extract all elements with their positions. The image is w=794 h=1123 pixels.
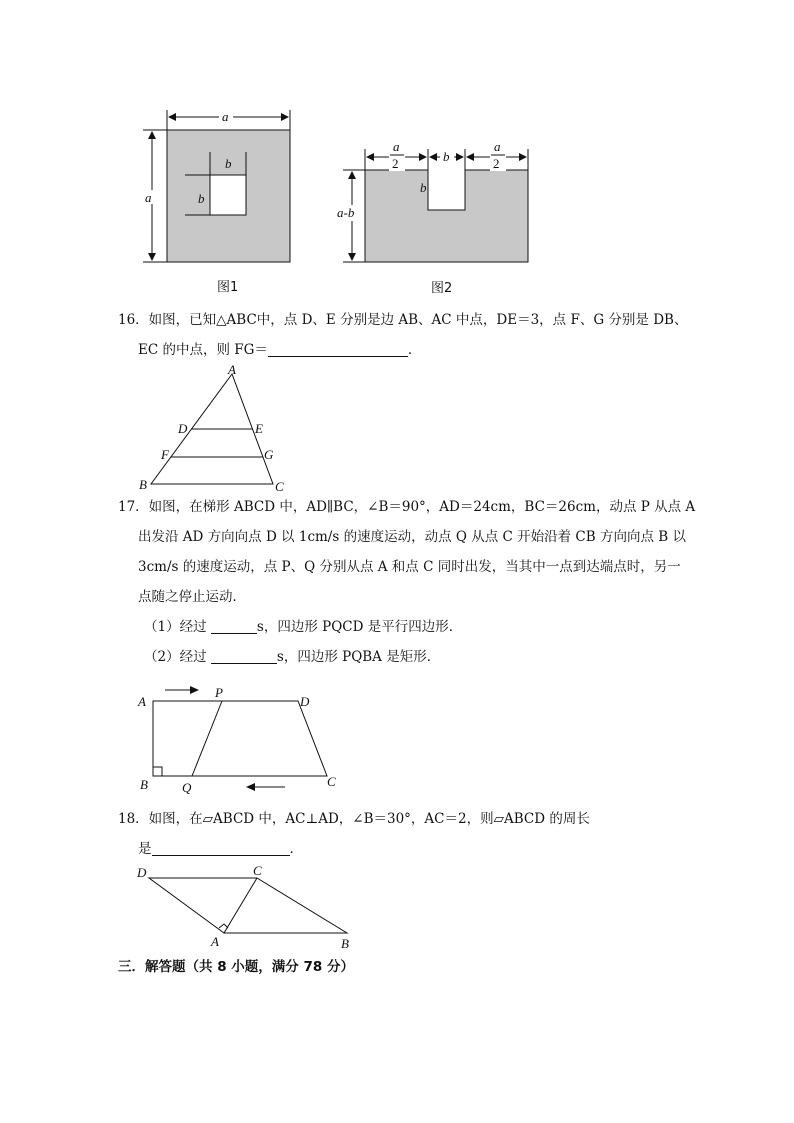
- q17-line-3: 3cm/s 的速度运动，点 P、Q 分别从点 A 和点 C 同时出发，当其中一点到达端点时，另一: [138, 559, 681, 575]
- fig2-half-left-den: 2: [392, 156, 399, 171]
- q17-sub-1: [118, 612, 688, 642]
- q17-sub-2: [118, 642, 688, 672]
- q18-line-2-end: ．: [289, 841, 303, 857]
- q16-answer-blank[interactable]: [268, 340, 408, 357]
- fig2-label-left: a-b: [337, 205, 355, 220]
- q17-sub-2-blank[interactable]: [211, 647, 277, 664]
- para-label-c: C: [253, 863, 262, 878]
- parallelogram-figure: [135, 862, 360, 958]
- fig2-half-right-num: a: [494, 139, 501, 154]
- q17-line-4: 点随之停止运动．: [138, 589, 246, 605]
- q18-line-2-text: 是: [138, 841, 152, 857]
- figure-2: [335, 135, 535, 296]
- trap-label-d: D: [300, 694, 310, 709]
- q18-line-2: [118, 834, 688, 864]
- q17-line-2: 出发沿 AD 方向向点 D 以 1cm/s 的速度运动，动点 Q 从点 C 开始沿着 CB 方向向点 B 以: [138, 529, 686, 545]
- fig2-label-notch: b: [420, 180, 427, 195]
- figure-1: [135, 100, 300, 295]
- trap-label-p: P: [215, 685, 223, 700]
- trapezoid-figure: [135, 680, 345, 799]
- trap-label-q: Q: [182, 780, 192, 795]
- tri-label-c: C: [275, 479, 284, 494]
- q17-sub-1-end: s，四边形 PQCD 是平行四边形．: [256, 619, 463, 635]
- fig2-label-mid: b: [443, 149, 450, 164]
- figure-1-diagram: [135, 100, 300, 270]
- question-17: [118, 492, 696, 672]
- tri-label-g: G: [264, 447, 274, 462]
- tri-label-b: B: [139, 477, 147, 492]
- trapezoid-diagram: [135, 680, 345, 795]
- question-18: [118, 804, 688, 864]
- q16-line-2-text: EC 的中点，则 FG＝: [138, 342, 268, 358]
- parallelogram-diagram: [135, 862, 360, 954]
- fig1-label-inner-left: b: [198, 191, 205, 206]
- tri-label-e: E: [255, 421, 263, 436]
- figure-2-diagram: [335, 135, 535, 270]
- fig1-label-left: a: [145, 190, 152, 205]
- q16-line-2: [118, 335, 688, 365]
- tri-label-a: A: [228, 362, 236, 377]
- fig2-half-left-num: a: [393, 139, 400, 154]
- q17-sub-2-text: （2）经过: [144, 649, 211, 665]
- triangle-diagram: [135, 362, 295, 494]
- q17-sub-1-blank[interactable]: [211, 617, 257, 634]
- tri-label-f: F: [161, 447, 169, 462]
- trap-label-b: B: [140, 777, 148, 792]
- fig1-label-top: a: [222, 109, 229, 124]
- fig2-half-right-den: 2: [493, 156, 500, 171]
- trap-label-c: C: [327, 774, 336, 789]
- trap-label-a: A: [138, 694, 146, 709]
- para-label-a: A: [211, 934, 219, 949]
- q17-line-1: 17．如图，在梯形 ABCD 中，AD∥BC，∠B＝90°，AD＝24cm，BC＝26cm，动点 P 从点 A: [118, 499, 696, 515]
- question-16: [118, 305, 688, 365]
- figure-1-caption: 图1: [217, 280, 239, 295]
- q16-line-2-end: ．: [407, 342, 422, 358]
- q17-sub-2-end: s，四边形 PQBA 是矩形．: [276, 649, 441, 665]
- figure-2-caption: 图2: [431, 281, 453, 296]
- section-header: 三．解答题（共 8 小题，满分 78 分）: [118, 959, 354, 975]
- triangle-figure: [135, 362, 295, 498]
- q18-line-1: 18．如图，在▱ABCD 中，AC⊥AD，∠B＝30°，AC＝2，则▱ABCD 的周长: [118, 811, 590, 827]
- tri-label-d: D: [178, 421, 188, 436]
- q18-answer-blank[interactable]: [152, 839, 290, 856]
- fig1-label-inner-top: b: [225, 156, 232, 171]
- q17-sub-1-text: （1）经过: [144, 619, 211, 635]
- para-label-d: D: [137, 865, 147, 880]
- q16-line-1: 16．如图，已知△ABC中，点 D、E 分别是边 AB、AC 中点，DE＝3，点 F、G 分别是 DB、: [118, 312, 688, 328]
- para-label-b: B: [341, 936, 349, 951]
